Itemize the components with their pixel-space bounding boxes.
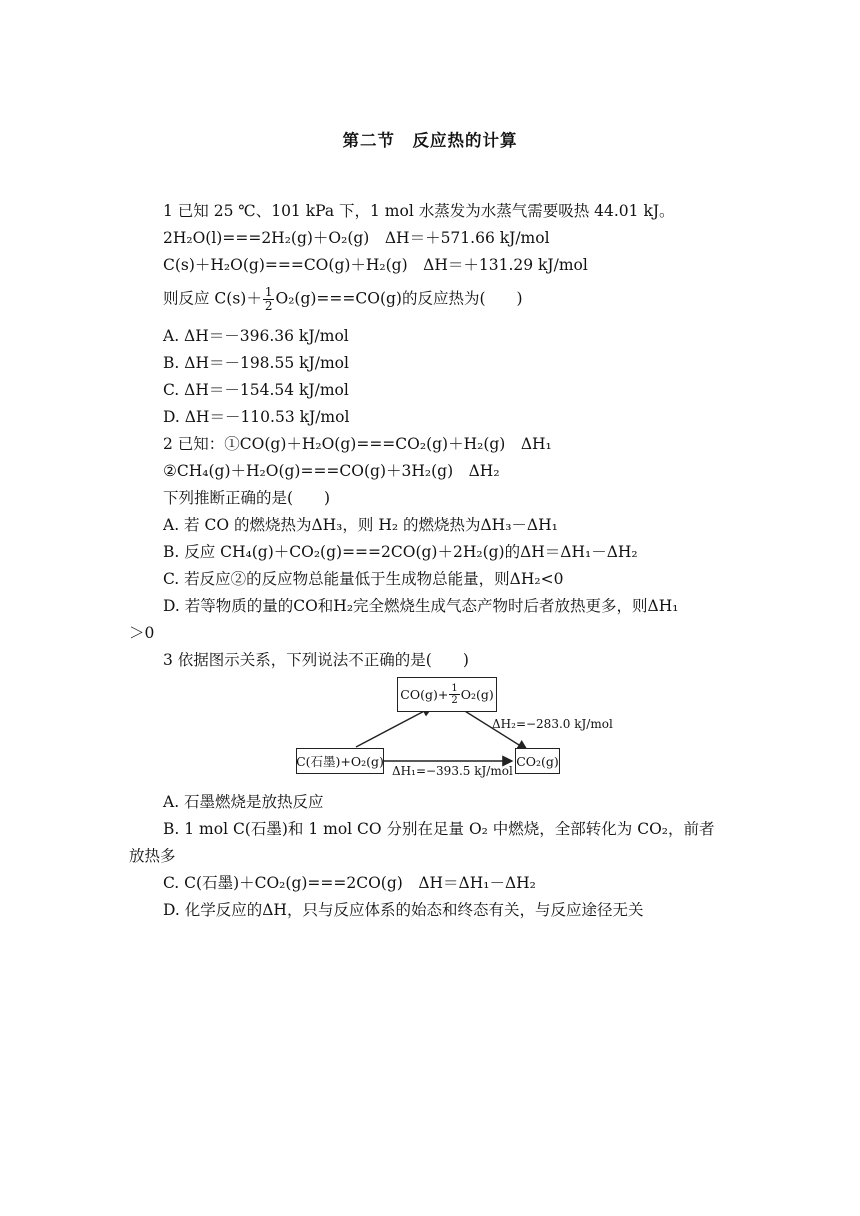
q1-equation-2: C(s)＋H₂O(g)===CO(g)＋H₂(g) ΔH＝＋131.29 kJ/mol: [163, 256, 588, 274]
graphite-o2-box: C(石墨)+O₂(g): [296, 748, 384, 774]
q1-stem: 1 已知 25 ℃、101 kPa 下，1 mol 水蒸发为水蒸气需要吸热 44.01 kJ。: [163, 202, 675, 220]
q2-option-a: A. 若 CO 的燃烧热为ΔH₃，则 H₂ 的燃烧热为ΔH₃－ΔH₁: [163, 516, 558, 534]
q1-option-c: C. ΔH＝－154.54 kJ/mol: [163, 381, 349, 399]
one-half-fraction: $\frac{1}{2}$: [264, 285, 273, 313]
q3-option-c: C. C(石墨)＋CO₂(g)===2CO(g) ΔH＝ΔH₁－ΔH₂: [163, 874, 536, 892]
one-half-fraction: $\frac{1}{2}$: [451, 683, 458, 706]
q1-option-a: A. ΔH＝－396.36 kJ/mol: [163, 327, 349, 345]
q1-option-d: D. ΔH＝－110.53 kJ/mol: [163, 408, 350, 426]
dh2-label: ΔH₂=−283.0 kJ/mol: [492, 717, 613, 731]
co2-box: CO₂(g): [515, 748, 560, 774]
q1-option-b: B. ΔH＝－198.55 kJ/mol: [163, 354, 349, 372]
q2-option-c: C. 若反应②的反应物总能量低于生成物总能量，则ΔH₂<0: [163, 570, 564, 588]
q2-option-d: D. 若等物质的量的CO和H₂完全燃烧生成气态产物时后者放热更多，则ΔH₁: [163, 597, 679, 615]
q3-option-d: D. 化学反应的ΔH，只与反应体系的始态和终态有关，与反应途径无关: [163, 901, 644, 919]
q2-question: 下列推断正确的是( ): [163, 489, 331, 507]
q1-equation-1: 2H₂O(l)===2H₂(g)＋O₂(g) ΔH＝＋571.66 kJ/mol: [163, 229, 550, 247]
co-half-o2-box: CO(g)+ $\frac{1}{2}$ O₂(g): [397, 677, 497, 712]
page-title: 第二节 反应热的计算: [342, 131, 518, 150]
q3-option-b: B. 1 mol C(石墨)和 1 mol CO 分别在足量 O₂ 中燃烧，全部转化为 CO₂，前者: [163, 820, 715, 838]
q2-equation-2: ②CH₄(g)＋H₂O(g)===CO(g)＋3H₂(g) ΔH₂: [163, 462, 500, 480]
dh1-label: ΔH₁=−393.5 kJ/mol: [392, 764, 513, 778]
q2-option-b: B. 反应 CH₄(g)＋CO₂(g)===2CO(g)＋2H₂(g)的ΔH＝ΔH₁－ΔH₂: [163, 543, 638, 561]
q1-question-post: O₂(g)===CO(g)的反应热为( ): [275, 289, 523, 308]
q3-option-b-continuation: 放热多: [129, 847, 176, 865]
q3-stem: 3 依据图示关系，下列说法不正确的是( ): [163, 651, 469, 669]
q1-question-pre: 则反应 C(s)＋: [163, 289, 262, 308]
q2-stem: 2 已知：①CO(g)＋H₂O(g)===CO₂(g)＋H₂(g) ΔH₁: [163, 435, 552, 453]
arrow-to-co: [356, 707, 432, 747]
q3-option-a: A. 石墨燃烧是放热反应: [163, 793, 324, 811]
q2-option-d-continuation: ＞0: [129, 624, 155, 642]
